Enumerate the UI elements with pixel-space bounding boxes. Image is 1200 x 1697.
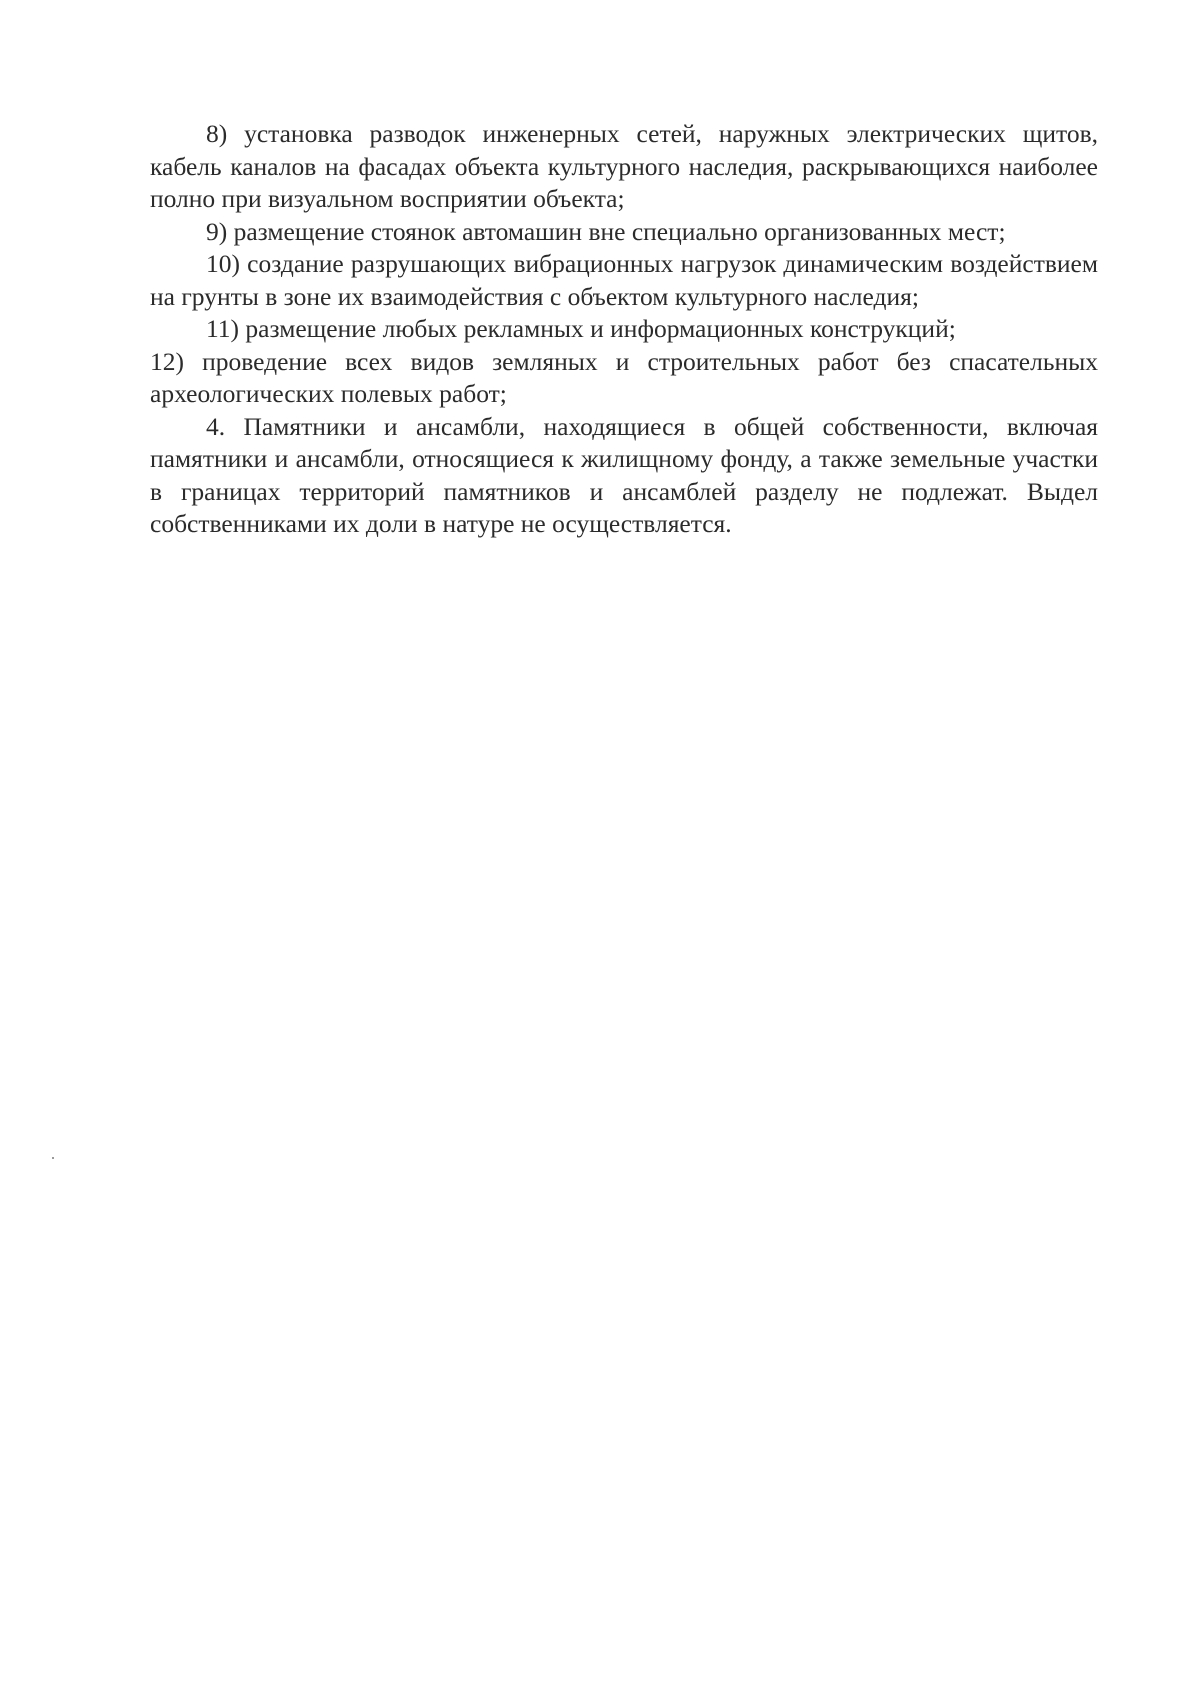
paragraph-item-12: 12) проведение всех видов земляных и строительных работ без спасательных археологических полевых работ; [150, 346, 1098, 408]
paragraph-item-11: 11) размещение любых рекламных и информационных конструкций; [206, 314, 956, 343]
paragraph-section-4: 4. Памятники и ансамбли, находящиеся в общей собственности, включая памятники и ансамбли, относящиеся к жилищному фонду, а также земельные участки в границах территорий памятников и ансамблей разделу не подлежат. Выдел собственниками их доли в натуре не осуществляется. [150, 411, 1098, 538]
paragraph-item-9: 9) размещение стоянок автомашин вне специально организованных мест; [206, 216, 1006, 246]
document-body [150, 118, 1098, 541]
scan-speck [52, 1157, 54, 1159]
paragraph-item-8: 8) установка разводок инженерных сетей, наружных электрических щитов, кабель каналов на фасадах объекта культурного наследия, раскрывающихся наиболее полно при визуальном восприятии объекта; [150, 119, 1098, 213]
paragraph-item-10: 10) создание разрушающих вибрационных нагрузок динамическим воздействием на грунты в зоне их взаимодействия с объектом культурного наследия; [150, 249, 1098, 311]
